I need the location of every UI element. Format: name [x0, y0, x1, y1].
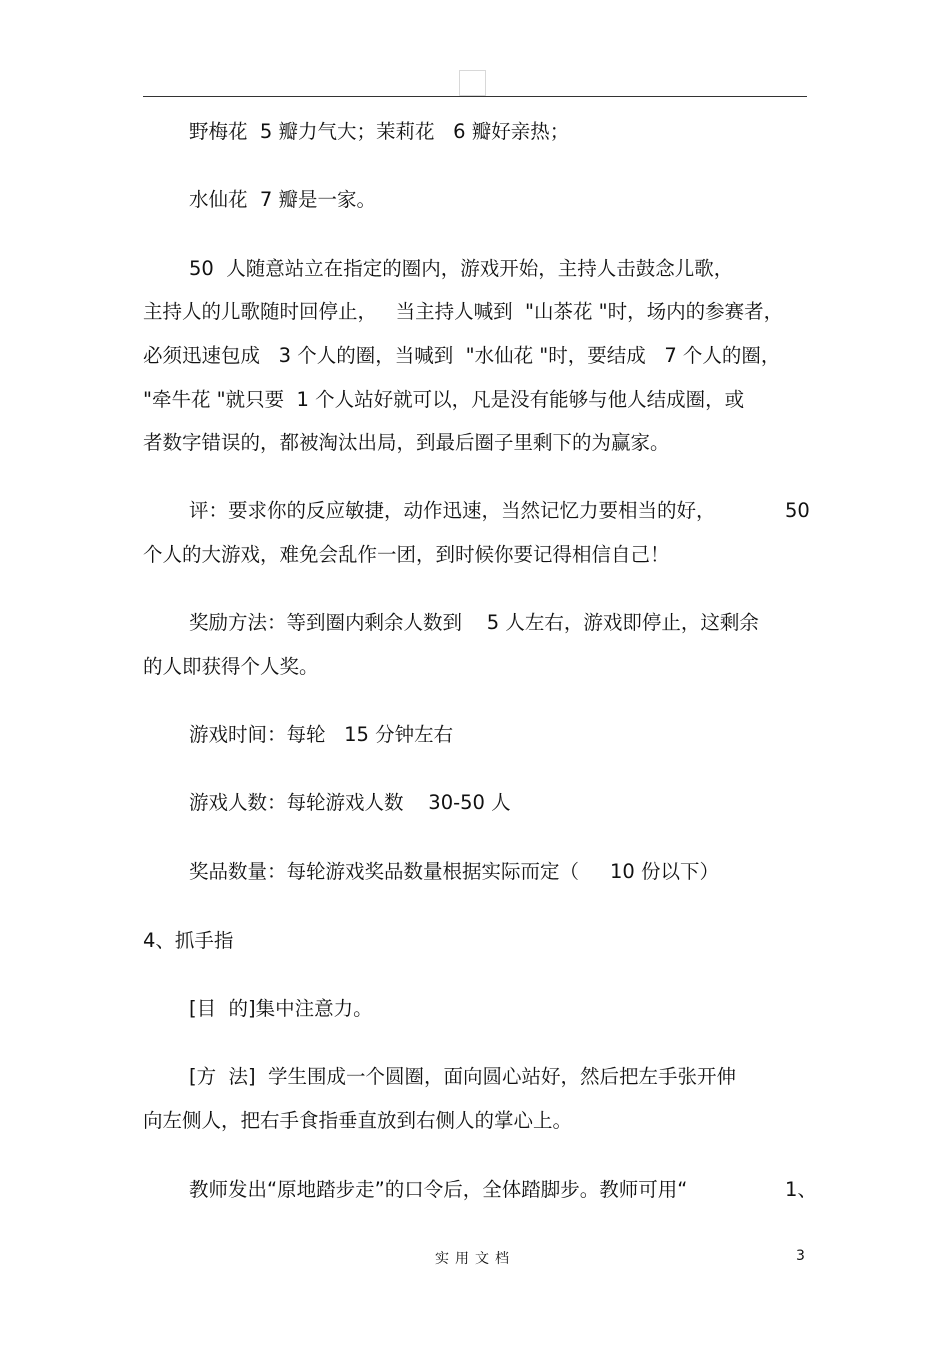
paragraph-line: 野梅花 5 瓣力气大；茉莉花 6 瓣好亲热； [189, 120, 570, 143]
paragraph-line: 教师发出“原地踏步走”的口令后，全体踏脚步。教师可用“ [189, 1178, 688, 1201]
paragraph-line: 者数字错误的，都被淘汰出局，到最后圈子里剩下的为赢家。 [143, 431, 670, 454]
paragraph-line: 必须迅速包成 3 个人的圈，当喊到 "水仙花 "时，要结成 7 个人的圈， [143, 344, 781, 367]
paragraph-line: 主持人的儿歌随时回停止， 当主持人喊到 "山茶花 "时，场内的参赛者， [143, 300, 784, 323]
paragraph-line: 向左侧人，把右手食指垂直放到右侧人的掌心上。 [143, 1109, 573, 1132]
section-heading: 4、抓手指 [143, 929, 234, 952]
paragraph-line: 的人即获得个人奖。 [143, 655, 319, 678]
paragraph-line: "牵牛花 "就只要 1 个人站好就可以，凡是没有能够与他人结成圈，或 [143, 388, 745, 411]
paragraph-line: 游戏时间：每轮 15 分钟左右 [189, 723, 454, 746]
paragraph-line: [方 法] 学生围成一个圆圈，面向圆心站好，然后把左手张开伸 [189, 1065, 737, 1088]
paragraph-tail: 1、 [785, 1178, 817, 1201]
paragraph-line: 50 人随意站立在指定的圈内，游戏开始，主持人击鼓念儿歌， [189, 257, 734, 280]
paragraph-line: [目 的]集中注意力。 [189, 997, 373, 1020]
footer-label: 实用文档 [435, 1251, 515, 1267]
page-number: 3 [796, 1248, 805, 1264]
paragraph-line: 游戏人数：每轮游戏人数 30-50 人 [189, 791, 511, 814]
paragraph-line: 奖品数量：每轮游戏奖品数量根据实际而定（ 10 份以下） [189, 860, 720, 883]
paragraph-number: 50 [785, 499, 810, 522]
paragraph-line: 奖励方法：等到圈内剩余人数到 5 人左右，游戏即停止，这剩余 [189, 611, 759, 634]
paragraph-line: 水仙花 7 瓣是一家。 [189, 188, 377, 211]
header-divider [143, 96, 807, 97]
paragraph-line: 个人的大游戏，难免会乱作一团，到时候你要记得相信自己！ [143, 543, 670, 566]
header-mark [459, 70, 486, 96]
paragraph-line: 评：要求你的反应敏捷，动作迅速，当然记忆力要相当的好， [189, 499, 716, 522]
